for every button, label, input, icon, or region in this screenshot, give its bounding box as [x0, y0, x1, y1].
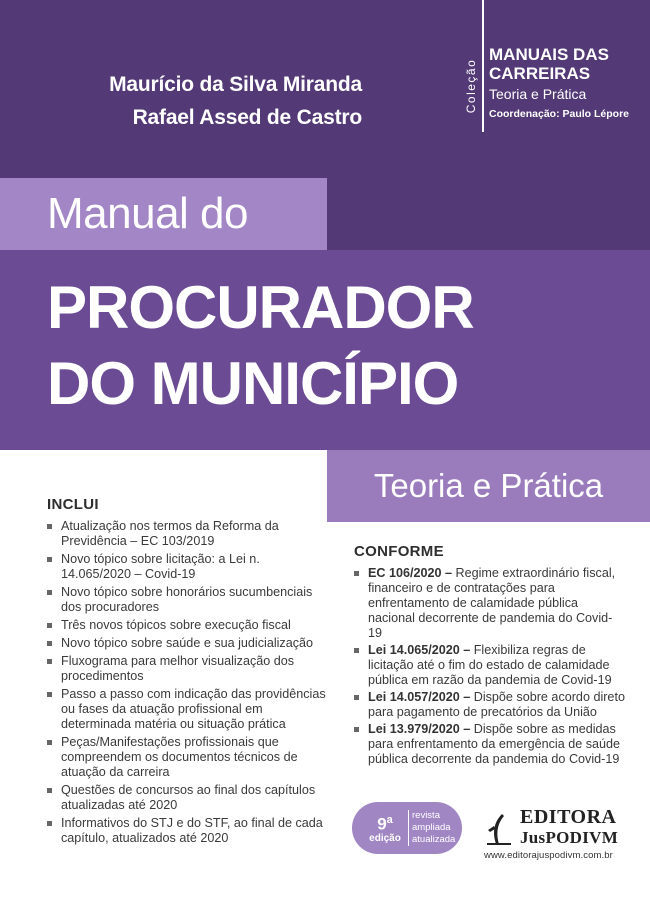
- law-ref: Lei 14.057/2020 –: [368, 690, 471, 704]
- list-item: Passo a passo com indicação das providências ou fases da atuação profissional em determinada matéria ou situação prática: [47, 687, 327, 732]
- publisher-name-line1: EDITORA: [520, 806, 617, 828]
- list-item: Informativos do STJ e do STF, ao final de cada capítulo, atualizados até 2020: [47, 816, 327, 846]
- list-item: Três novos tópicos sobre execução fiscal: [47, 618, 327, 633]
- edition-number: 9$^a$: [377, 814, 393, 834]
- conforme-heading: CONFORME: [354, 543, 444, 560]
- inclui-heading: INCLUI: [47, 496, 99, 513]
- publisher-name: [520, 806, 618, 848]
- list-item: Atualização nos termos da Reforma da Previdência – EC 103/2019: [47, 519, 327, 549]
- edition-word: edição: [369, 833, 401, 844]
- collection-title-line2: CARREIRAS: [489, 64, 591, 83]
- title-line3: DO MUNICÍPIO: [47, 350, 459, 417]
- list-item: [354, 643, 626, 688]
- list-item: Novo tópico sobre licitação: a Lei n. 14.065/2020 – Covid-19: [47, 552, 327, 582]
- publisher-website: www.editorajuspodivm.com.br: [484, 850, 613, 861]
- publisher-logo-icon: [484, 812, 514, 846]
- edition-divider: [408, 810, 409, 846]
- main-title: [47, 270, 474, 422]
- list-item: [354, 690, 626, 720]
- collection-subtitle: Teoria e Prática: [489, 86, 587, 102]
- title-line1: Manual do: [47, 189, 248, 238]
- authors: [0, 68, 362, 134]
- author-name: Maurício da Silva Miranda: [109, 73, 362, 96]
- law-ref: EC 106/2020 –: [368, 566, 453, 580]
- conforme-section: [354, 543, 626, 769]
- edition-description: revista ampliada atualizada: [412, 810, 456, 845]
- collection-block: [489, 45, 639, 123]
- law-desc: Flexibiliza regras de licitação até o fim do estado de calamidade pública em razão da pandemia de Covid-19: [368, 643, 612, 687]
- law-desc: Dispõe sobre acordo direto para pagamento de precatórios da União: [368, 690, 625, 719]
- collection-coordination: Coordenação: Paulo Lépore: [489, 108, 630, 120]
- law-ref: Lei 13.979/2020 –: [368, 722, 471, 736]
- list-item: Novo tópico sobre honorários sucumbenciais dos procuradores: [47, 585, 327, 615]
- collection-divider: [482, 0, 484, 132]
- subtitle: Teoria e Prática: [373, 467, 604, 504]
- list-item: Novo tópico sobre saúde e sua judicialização: [47, 636, 327, 651]
- list-item: [354, 566, 626, 641]
- list-item: [354, 722, 626, 767]
- inclui-section: [47, 496, 327, 849]
- list-item: Peças/Manifestações profissionais que compreendem os documentos técnicos de atuação da carreira: [47, 735, 327, 780]
- inclui-list: [47, 519, 327, 846]
- law-ref: Lei 14.065/2020 –: [368, 643, 471, 657]
- title-line2: PROCURADOR: [47, 274, 474, 341]
- conforme-list: [354, 566, 626, 767]
- list-item: Fluxograma para melhor visualização dos procedimentos: [47, 654, 327, 684]
- publisher-name-line2: JusPODIVM: [520, 828, 619, 847]
- collection-title-line1: MANUAIS DAS: [489, 45, 609, 64]
- law-desc: Dispõe sobre as medidas para enfrentamento da emergência de saúde pública decorrente da pandemia do Covid-19: [368, 722, 621, 766]
- law-desc: Regime extraordinário fiscal, financeiro e de contratações para enfrentamento de calamidade pública nacional decorrente de pandemia do Covid-19: [368, 566, 616, 640]
- collection-vertical-label: Coleção: [464, 58, 478, 114]
- author-name: Rafael Assed de Castro: [132, 106, 362, 129]
- list-item: Questões de concursos ao final dos capítulos atualizadas até 2020: [47, 783, 327, 813]
